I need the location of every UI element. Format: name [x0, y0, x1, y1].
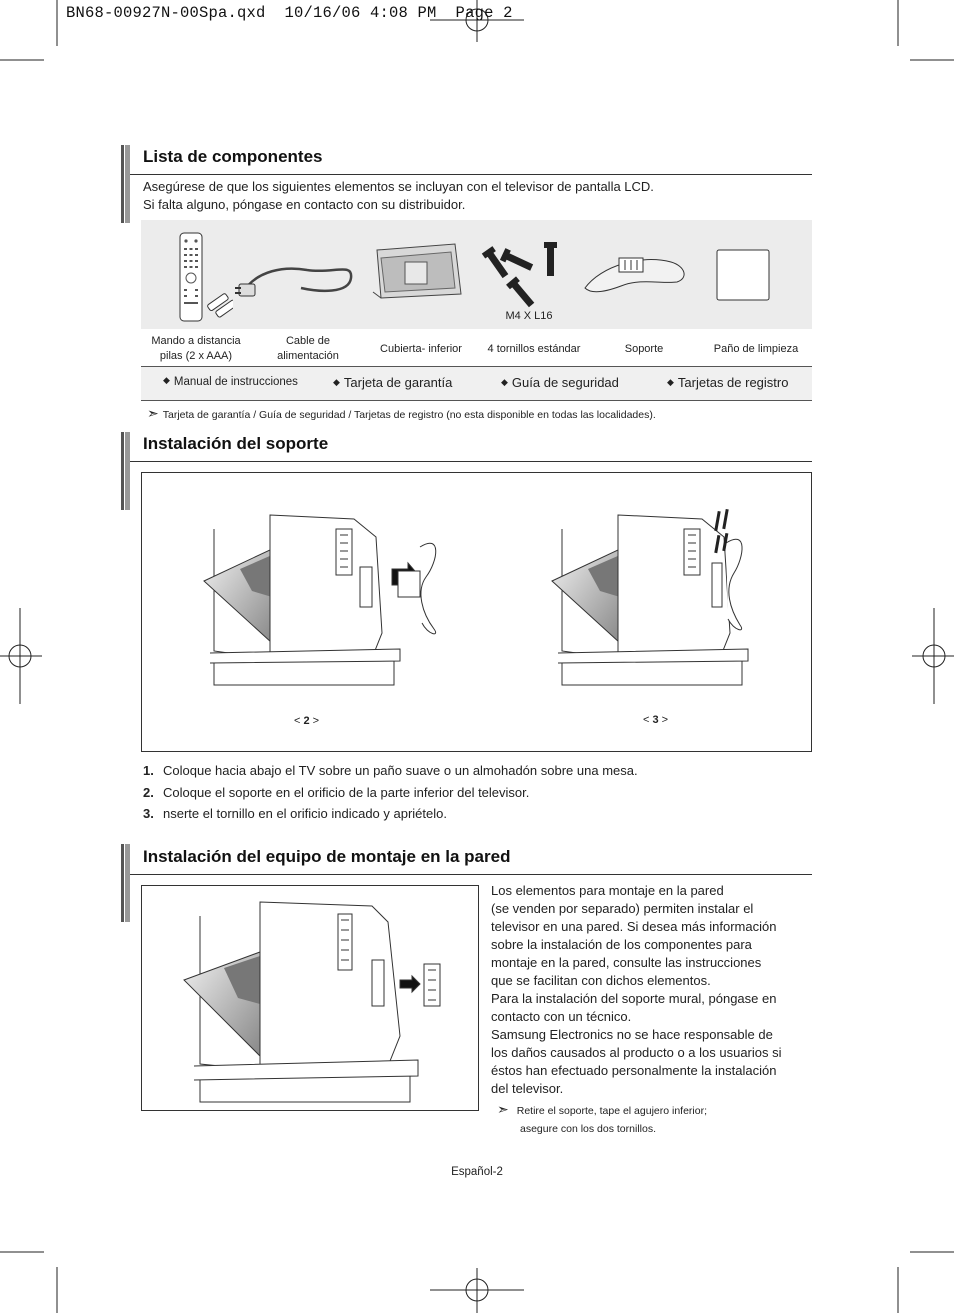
paragraph-line: televisor en una pared. Si desea más información: [491, 919, 777, 934]
step-number: 3.: [143, 806, 154, 821]
doc-label: Tarjeta de garantía: [343, 375, 453, 390]
print-slug: BN68-00927N-00Spa.qxd 10/16/06 4:08 PM Page 2: [66, 4, 513, 22]
section-title-soporte: Instalación del soporte: [143, 434, 329, 453]
note-line: [497, 1100, 707, 1120]
wall-mount-illustration: [142, 886, 478, 1110]
item-caption: Cubierta- inferior: [380, 343, 462, 355]
section-bar: [121, 844, 130, 922]
stand-install-figure: [141, 472, 812, 752]
power-cable-icon: [235, 248, 359, 304]
figure-number: 3: [652, 714, 659, 726]
wall-mount-description: [491, 882, 811, 1098]
item-caption: 4 tornillos estándar: [487, 343, 581, 355]
paragraph-line: montaje en la pared, consulte las instrucciones: [491, 955, 762, 970]
note-text: Retire el soporte, tape el agujero inferior;: [516, 1105, 708, 1117]
step-text: Coloque el soporte en el orificio de la parte inferior del televisor.: [163, 784, 530, 800]
section-title-montaje-pared: Instalación del equipo de montaje en la pared: [143, 847, 511, 866]
doc-item: [163, 376, 298, 388]
paragraph-line: éstos han efectuado personalmente la instalación: [491, 1063, 777, 1078]
intro-line: Si falta alguno, póngase en contacto con su distribuidor.: [143, 197, 466, 212]
paragraph-line: Samsung Electronics no se hace responsable de: [491, 1027, 773, 1042]
paragraph-line: que se facilitan con dichos elementos.: [491, 973, 711, 988]
note-text: asegure con los dos tornillos.: [520, 1123, 656, 1135]
paragraph-line: Para la instalación del soporte mural, póngase en: [491, 991, 777, 1006]
diamond-icon: ◆: [667, 377, 674, 387]
step-number: 1.: [143, 763, 154, 778]
step-number: 2.: [143, 784, 154, 800]
stand-icon: [581, 248, 691, 300]
cleaning-cloth-icon: [713, 248, 773, 304]
diamond-icon: ◆: [333, 377, 340, 387]
intro-text: [143, 178, 654, 214]
screws-icon: [481, 238, 561, 310]
caption-line: alimentación: [277, 350, 339, 362]
note-text: Tarjeta de garantía / Guía de seguridad / Tarjetas de registro (no esta disponible en todas las localidades).: [162, 409, 656, 421]
page-number: Español-2: [451, 1166, 503, 1178]
caption-line: Cable de: [285, 335, 331, 347]
doc-item: [501, 375, 619, 390]
documents-row: [141, 366, 812, 401]
intro-line: Asegúrese de que los siguientes elementos se incluyan con el televisor de pantalla LCD.: [143, 179, 654, 194]
caption-line: Mando a distancia: [151, 335, 241, 347]
step-text: nserte el tornillo en el orificio indicado y apriételo.: [163, 806, 447, 821]
screw-spec-label: M4 X L16: [505, 310, 553, 322]
tv-illustration: [142, 473, 811, 751]
item-caption: Paño de limpieza: [713, 343, 799, 355]
wall-mount-note: [497, 1100, 707, 1138]
paragraph-line: sobre la instalación de los componentes para: [491, 937, 752, 952]
doc-label: Manual de instrucciones: [173, 376, 298, 388]
step-item: [143, 782, 638, 804]
diamond-icon: ◆: [501, 377, 508, 387]
section-bar: [121, 432, 130, 510]
paragraph-line: los daños causados al producto o a los usuarios si: [491, 1045, 782, 1060]
paragraph-line: (se venden por separado) permiten instalar el: [491, 901, 754, 916]
note-arrow-icon: ➣: [497, 1101, 509, 1117]
diamond-icon: ◆: [163, 375, 170, 385]
doc-item: [667, 375, 788, 390]
doc-item: [333, 375, 452, 390]
figure-number: 2: [303, 715, 310, 727]
figure-label-3: < 3 >: [643, 714, 669, 726]
remote-control-icon: [177, 232, 233, 324]
note-arrow-icon: ➣: [147, 405, 159, 421]
section-rule: [130, 174, 812, 175]
availability-note: [147, 405, 656, 422]
components-band: [141, 220, 812, 329]
section-bar: [121, 145, 130, 223]
figure-label-2: < 2 >: [294, 715, 320, 727]
caption-line: pilas (2 x AAA): [159, 350, 233, 362]
item-caption: [141, 334, 251, 364]
bottom-cover-icon: [371, 242, 465, 302]
section-title-componentes: Lista de componentes: [143, 147, 323, 166]
doc-label: Guía de seguridad: [511, 375, 619, 390]
install-steps: [143, 760, 638, 825]
section-rule: [130, 461, 812, 462]
wall-mount-figure: [141, 885, 479, 1111]
step-item: [143, 760, 638, 782]
doc-label: Tarjetas de registro: [677, 375, 789, 390]
item-caption: Soporte: [624, 343, 664, 355]
step-item: [143, 803, 638, 825]
section-rule: [130, 874, 812, 875]
item-caption: [252, 334, 364, 364]
paragraph-line: Los elementos para montaje en la pared: [491, 883, 724, 898]
paragraph-line: del televisor.: [491, 1081, 564, 1096]
step-text: Coloque hacia abajo el TV sobre un paño suave o un almohadón sobre una mesa.: [163, 763, 638, 778]
paragraph-line: contacto con un técnico.: [491, 1009, 632, 1024]
